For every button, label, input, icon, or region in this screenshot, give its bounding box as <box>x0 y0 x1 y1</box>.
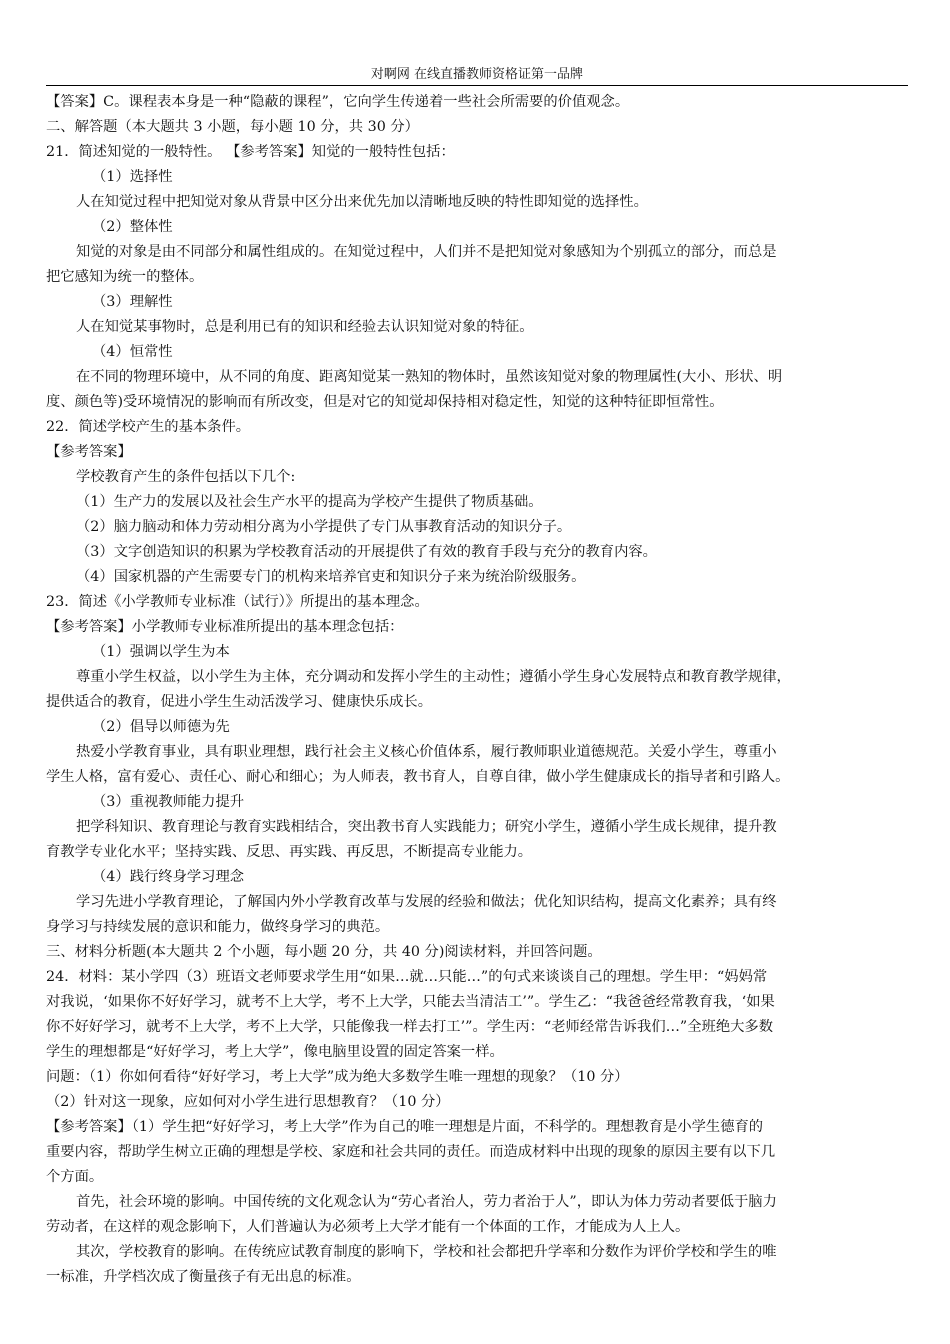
text-line: （2）脑力脑动和体力劳动相分离为小学提供了专门从事教育活动的知识分子。 <box>76 519 572 535</box>
text-line: 在不同的物理环境中，从不同的角度、距离知觉某一熟知的物体时，虽然该知觉对象的物理属性(大小、形状、明 <box>76 369 783 385</box>
text-line: （2）整体性 <box>92 219 173 235</box>
text-line: （3）文字创造知识的积累为学校教育活动的开展提供了有效的教育手段与充分的教育内容。 <box>76 544 657 560</box>
document-body <box>46 90 908 1290</box>
text-line: （1）强调以学生为本 <box>92 644 230 660</box>
text-line: 【答案】C。课程表本身是一种“隐蔽的课程”，它向学生传递着一些社会所需要的价值观念。 <box>46 94 630 110</box>
text-line: （3）重视教师能力提升 <box>92 794 245 810</box>
text-line: 尊重小学生权益，以小学生为主体，充分调动和发挥小学生的主动性；遵循小学生身心发展特点和教育教学规律， <box>76 669 791 685</box>
text-line: 提供适合的教育，促进小学生生动活泼学习、健康快乐成长。 <box>46 694 433 710</box>
text-line: （2）针对这一现象，应如何对小学生进行思想教育？（10 分） <box>46 1094 450 1110</box>
text-line: （4）国家机器的产生需要专门的机构来培养官吏和知识分子来为统治阶级服务。 <box>76 569 586 585</box>
text-line: 学习先进小学教育理论，了解国内外小学教育改革与发展的经验和做法；优化知识结构，提高文化素养；具有终 <box>76 894 777 910</box>
text-line: 【参考答案】 <box>46 444 132 460</box>
text-line: （4）践行终身学习理念 <box>92 869 245 885</box>
text-line: 热爱小学教育事业，具有职业理想，践行社会主义核心价值体系，履行教师职业道德规范。关爱小学生，尊重小 <box>76 744 777 760</box>
text-line: 【参考答案】（1）学生把“好好学习，考上大学”作为自己的唯一理想是片面，不科学的。理想教育是小学生德育的 <box>46 1119 764 1135</box>
text-line: 知觉的对象是由不同部分和属性组成的。在知觉过程中，人们并不是把知觉对象感知为个别孤立的部分，而总是 <box>76 244 777 260</box>
text-line: 学校教育产生的条件包括以下几个: <box>76 469 296 485</box>
text-line: 人在知觉过程中把知觉对象从背景中区分出来优先加以清晰地反映的特性即知觉的选择性。 <box>76 194 648 210</box>
text-line: 劳动者，在这样的观念影响下，人们普遍认为必须考上大学才能有一个体面的工作，才能成为人上人。 <box>46 1219 690 1235</box>
text-line: 首先，社会环境的影响。中国传统的文化观念认为“劳心者治人，劳力者治于人”，即认为体力劳动者要低于脑力 <box>76 1194 777 1210</box>
text-line: 其次，学校教育的影响。在传统应试教育制度的影响下，学校和社会都把升学率和分数作为评价学校和学生的唯 <box>76 1244 777 1260</box>
text-line: （1）生产力的发展以及社会生产水平的提高为学校产生提供了物质基础。 <box>76 494 543 510</box>
text-line: 个方面。 <box>46 1169 104 1185</box>
text-line: 你不好好学习，就考不上大学，考不上大学，只能像我一样去打工’”。学生丙：“老师经常告诉我们…”全班绝大多数 <box>46 1019 774 1035</box>
text-line: 一标准，升学档次成了衡量孩子有无出息的标准。 <box>46 1269 361 1285</box>
page-header: 对啊网 在线直播教师资格证第一品牌 <box>46 66 908 86</box>
text-line: 24．材料：某小学四（3）班语文老师要求学生用“如果…就…只能…”的句式来谈谈自己的理想。学生甲：“妈妈常 <box>46 969 768 985</box>
text-line: 身学习与持续发展的意识和能力，做终身学习的典范。 <box>46 919 390 935</box>
text-line: 对我说，‘如果你不好好学习，就考不上大学，考不上大学，只能去当清洁工’”。学生乙：“我爸爸经常教育我，‘如果 <box>46 994 775 1010</box>
text-line: （2）倡导以师德为先 <box>92 719 230 735</box>
text-line: （1）选择性 <box>92 169 173 185</box>
text-line: 度、颜色等)受环境情况的影响而有所改变，但是对它的知觉却保持相对稳定性，知觉的这种特征即恒常性。 <box>46 394 724 410</box>
text-line: 三、材料分析题(本大题共 2 个小题，每小题 20 分，共 40 分)阅读材料，并回答问题。 <box>46 944 602 960</box>
text-line: 学生人格，富有爱心、责任心、耐心和细心；为人师表，教书育人，自尊自律，做小学生健康成长的指导者和引路人。 <box>46 769 790 785</box>
text-line: 22．简述学校产生的基本条件。 <box>46 419 251 435</box>
text-line: 二、解答题（本大题共 3 小题，每小题 10 分，共 30 分） <box>46 119 419 135</box>
text-line: 人在知觉某事物时，总是利用已有的知识和经验去认识知觉对象的特征。 <box>76 319 534 335</box>
text-line: 育教学专业化水平；坚持实践、反思、再实践、再反思，不断提高专业能力。 <box>46 844 533 860</box>
text-line: （3）理解性 <box>92 294 173 310</box>
text-line: 重要内容，帮助学生树立正确的理想是学校、家庭和社会共同的责任。而造成材料中出现的现象的原因主要有以下几 <box>46 1144 776 1160</box>
text-line: 把它感知为统一的整体。 <box>46 269 204 285</box>
text-line: 21．简述知觉的一般特性。 【参考答案】知觉的一般特性包括： <box>46 144 455 160</box>
text-line: 把学科知识、教育理论与教育实践相结合，突出教书育人实践能力；研究小学生，遵循小学生成长规律，提升教 <box>76 819 777 835</box>
text-line: 学生的理想都是“好好学习，考上大学”，像电脑里设置的固定答案一样。 <box>46 1044 504 1060</box>
text-line: 问题：（1）你如何看待“好好学习，考上大学”成为绝大多数学生唯一理想的现象？（10 分） <box>46 1069 629 1085</box>
text-line: （4）恒常性 <box>92 344 173 360</box>
text-line: 【参考答案】小学教师专业标准所提出的基本理念包括： <box>46 619 404 635</box>
text-line: 23．简述《小学教师专业标准（试行）》所提出的基本理念。 <box>46 594 429 610</box>
